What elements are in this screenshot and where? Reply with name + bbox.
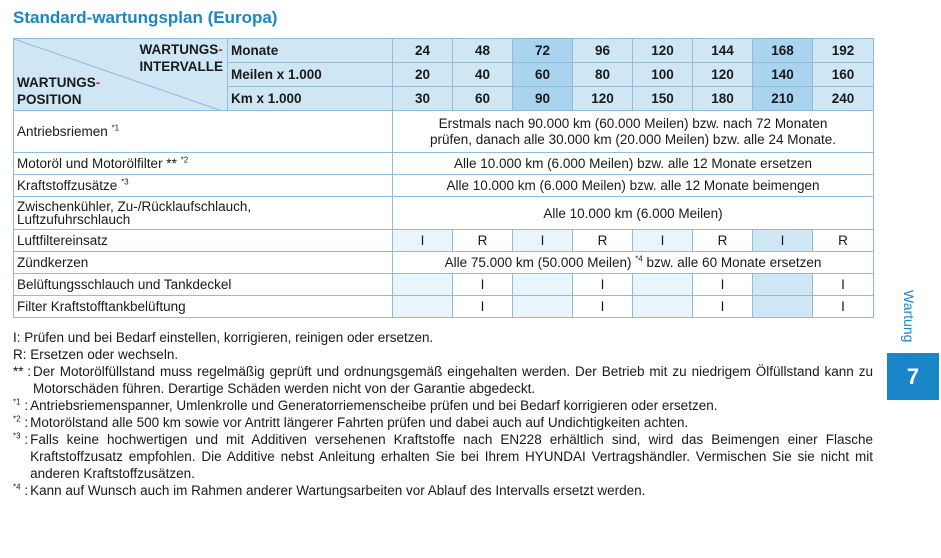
month-value: 144 xyxy=(693,39,753,63)
section-tab-label: Wartung xyxy=(901,290,917,343)
maintenance-table xyxy=(13,38,874,318)
row-label: Kraftstoffzusätze $^{*3}$ xyxy=(14,175,393,197)
unit-months: Monate xyxy=(228,39,393,63)
unit-km: Km x 1.000 xyxy=(228,87,393,111)
km-value: 30 xyxy=(393,87,453,111)
interval-cell xyxy=(393,274,453,296)
table-row-belueftung xyxy=(14,274,874,296)
row-label: Zündkerzen xyxy=(14,252,393,274)
km-value: 90 xyxy=(513,87,573,111)
note-double-asterisk: ** : Der Motorölfüllstand muss regelmäßig geprüft und ordnungsgemäß eingehalten werden. Der Betrieb mit zu niedrigem Ölfüllstand kann zu Motorschäden führen. Derartige Schäden werden nicht von der Garantie abgedeckt. xyxy=(13,364,873,396)
interval-cell: R xyxy=(453,230,513,252)
miles-value: 40 xyxy=(453,63,513,87)
miles-value: 20 xyxy=(393,63,453,87)
interval-cell: R xyxy=(813,230,874,252)
note-i: I: Prüfen und bei Bedarf einstellen, korrigieren, reinigen oder ersetzen. xyxy=(13,330,434,345)
row-text: Erstmals nach 90.000 km (60.000 Meilen) bzw. nach 72 Monaten prüfen, danach alle 30.000 km (20.000 Meilen) bzw. alle 24 Monate. xyxy=(393,111,874,153)
interval-cell: R xyxy=(573,230,633,252)
month-value: 72 xyxy=(513,39,573,63)
row-text: Alle 75.000 km (50.000 Meilen) $^{*4}$ bzw. alle 60 Monate ersetzen xyxy=(393,252,874,274)
interval-cell xyxy=(513,274,573,296)
miles-value: 80 xyxy=(573,63,633,87)
header-corner xyxy=(14,39,228,111)
footnotes xyxy=(13,329,873,499)
interval-cell xyxy=(393,296,453,318)
note-2: $^{*2}$ : Motorölstand alle 500 km sowie vor Antritt längerer Fahrten prüfen und dabei auch auf Undichtigkeiten achten. xyxy=(13,414,689,430)
row-label: Filter Kraftstofftankbelüftung xyxy=(14,296,393,318)
row-label: Zwischenkühler, Zu-/Rücklaufschlauch, Luftzufuhrschlauch xyxy=(14,197,393,230)
note-4: $^{*4}$ : Kann auf Wunsch auch im Rahmen anderer Wartungsarbeiten vor Ablauf des Intervalls ersetzt werden. xyxy=(13,482,646,498)
interval-cell: I xyxy=(633,230,693,252)
table-row-zuendkerzen xyxy=(14,252,874,274)
table-row-antriebsriemen xyxy=(14,111,874,153)
interval-cell: I xyxy=(693,296,753,318)
miles-value: 100 xyxy=(633,63,693,87)
interval-cell: I xyxy=(453,296,513,318)
interval-cell xyxy=(753,296,813,318)
month-value: 48 xyxy=(453,39,513,63)
month-value: 168 xyxy=(753,39,813,63)
km-value: 120 xyxy=(573,87,633,111)
note-r: R: Ersetzen oder wechseln. xyxy=(13,347,179,362)
row-label: Motoröl und Motorölfilter ** $^{*2}$ xyxy=(14,153,393,175)
row-text: Alle 10.000 km (6.000 Meilen) bzw. alle 12 Monate ersetzen xyxy=(393,153,874,175)
row-text: Alle 10.000 km (6.000 Meilen) xyxy=(393,197,874,230)
interval-cell: I xyxy=(693,274,753,296)
km-value: 210 xyxy=(753,87,813,111)
header-row-months xyxy=(14,39,874,63)
km-value: 180 xyxy=(693,87,753,111)
note-1: $^{*1}$ : Antriebsriemenspanner, Umlenkrolle und Generatorriemenscheibe prüfen und bei Bedarf korrigieren oder ersetzen. xyxy=(13,397,718,413)
row-label: Luftfiltereinsatz xyxy=(14,230,393,252)
interval-cell xyxy=(753,274,813,296)
interval-cell: I xyxy=(513,230,573,252)
interval-cell: I xyxy=(813,296,874,318)
chapter-number: 7 xyxy=(887,353,939,400)
interval-cell: I xyxy=(453,274,513,296)
month-value: 24 xyxy=(393,39,453,63)
km-value: 150 xyxy=(633,87,693,111)
position-label: WARTUNGS- POSITION xyxy=(17,75,101,107)
interval-cell xyxy=(633,296,693,318)
table-row-luftfilter xyxy=(14,230,874,252)
table-row-kraftstoffzusaetze xyxy=(14,175,874,197)
miles-value: 140 xyxy=(753,63,813,87)
interval-cell: I xyxy=(393,230,453,252)
interval-cell: I xyxy=(573,296,633,318)
month-value: 96 xyxy=(573,39,633,63)
miles-value: 60 xyxy=(513,63,573,87)
page-title: Standard-wartungsplan (Europa) xyxy=(13,8,278,27)
interval-cell: I xyxy=(813,274,874,296)
row-label: Antriebsriemen $^{*1}$ xyxy=(14,111,393,153)
table-row-motoroel xyxy=(14,153,874,175)
month-value: 192 xyxy=(813,39,874,63)
miles-value: 160 xyxy=(813,63,874,87)
table-row-zwischenkuehler xyxy=(14,197,874,230)
table-row-filter xyxy=(14,296,874,318)
interval-cell xyxy=(513,296,573,318)
km-value: 60 xyxy=(453,87,513,111)
km-value: 240 xyxy=(813,87,874,111)
row-label: Belüftungsschlauch und Tankdeckel xyxy=(14,274,393,296)
interval-cell: R xyxy=(693,230,753,252)
interval-cell xyxy=(633,274,693,296)
interval-cell: I xyxy=(753,230,813,252)
note-3: $^{*3}$ : Falls keine hochwertigen und mit Additiven versehenen Kraftstoffe nach EN228 erhältlich sind, wird das Beimengen einer Flasche Kraftstoffzusatz empfohlen. Die Additive nebst Anleitung erhalten Sie bei Ihrem HYUNDAI Vertragshändler. Vermischen Sie sie nicht mit anderen Kraftstoffzusätzen. xyxy=(13,431,873,481)
row-text: Alle 10.000 km (6.000 Meilen) bzw. alle 12 Monate beimengen xyxy=(393,175,874,197)
interval-label: WARTUNGS- INTERVALLE xyxy=(139,42,223,74)
miles-value: 120 xyxy=(693,63,753,87)
unit-miles: Meilen x 1.000 xyxy=(228,63,393,87)
month-value: 120 xyxy=(633,39,693,63)
interval-cell: I xyxy=(573,274,633,296)
